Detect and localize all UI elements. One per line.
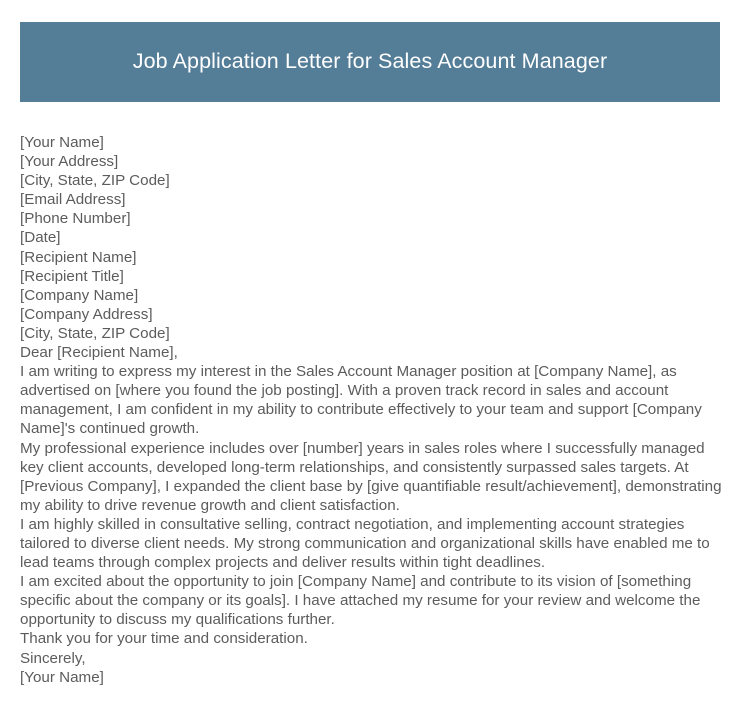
closing-signoff-line: Sincerely, xyxy=(20,649,86,667)
closing-signature-name-line: [Your Name] xyxy=(20,668,104,686)
recipient-company-address-line: [Company Address] xyxy=(20,305,153,323)
sender-address-block xyxy=(20,133,722,248)
body-paragraph-3: I am highly skilled in consultative selling, contract negotiation, and implementing account strategies tailored to diverse client needs. My strong communication and organizational skills have enabled me to lead teams through complex projects and deliver results within tight deadlines. xyxy=(20,515,710,572)
sender-phone-line: [Phone Number] xyxy=(20,210,131,228)
sender-city-state-zip-line: [City, State, ZIP Code] xyxy=(20,172,170,190)
recipient-name-line: [Recipient Name] xyxy=(20,248,137,266)
recipient-address-block xyxy=(20,248,722,343)
recipient-company-name-line: [Company Name] xyxy=(20,286,139,304)
salutation-line: Dear [Recipient Name], xyxy=(20,344,178,362)
letter-header-banner xyxy=(20,22,720,102)
closing-thanks-line: Thank you for your time and consideration. xyxy=(20,630,308,648)
recipient-title-line: [Recipient Title] xyxy=(20,267,124,285)
body-paragraph-2: My professional experience includes over [number] years in sales roles where I successfully managed key client accounts, developed long-term relationships, and consistently surpassed sales targets. At [Previous Company], I expanded the client base by [give quantifiable result/achievement], demonstrating my ability to drive revenue growth and client satisfaction. xyxy=(20,439,722,514)
body-paragraph-4: I am excited about the opportunity to join [Company Name] and contribute to its vision of [something specific about the company or its goals]. I have attached my resume for your review and welcome the opportunity to discuss my qualifications further. xyxy=(20,573,701,629)
closing-block xyxy=(20,629,722,686)
recipient-city-state-zip-line: [City, State, ZIP Code] xyxy=(20,324,170,342)
page-title: Job Application Letter for Sales Account Manager xyxy=(132,49,608,74)
date-line: [Date] xyxy=(20,229,61,247)
sender-address-line: [Your Address] xyxy=(20,153,119,171)
sender-name-line: [Your Name] xyxy=(20,134,104,151)
letter-body xyxy=(20,133,722,687)
body-paragraph-1: I am writing to express my interest in the Sales Account Manager position at [Company Name], as advertised on [where you found the job posting]. With a proven track record in sales and account management, I am confident in my ability to contribute effectively to your team and support [Company Name]'s continued growth. xyxy=(20,363,702,438)
sender-email-line: [Email Address] xyxy=(20,191,126,209)
